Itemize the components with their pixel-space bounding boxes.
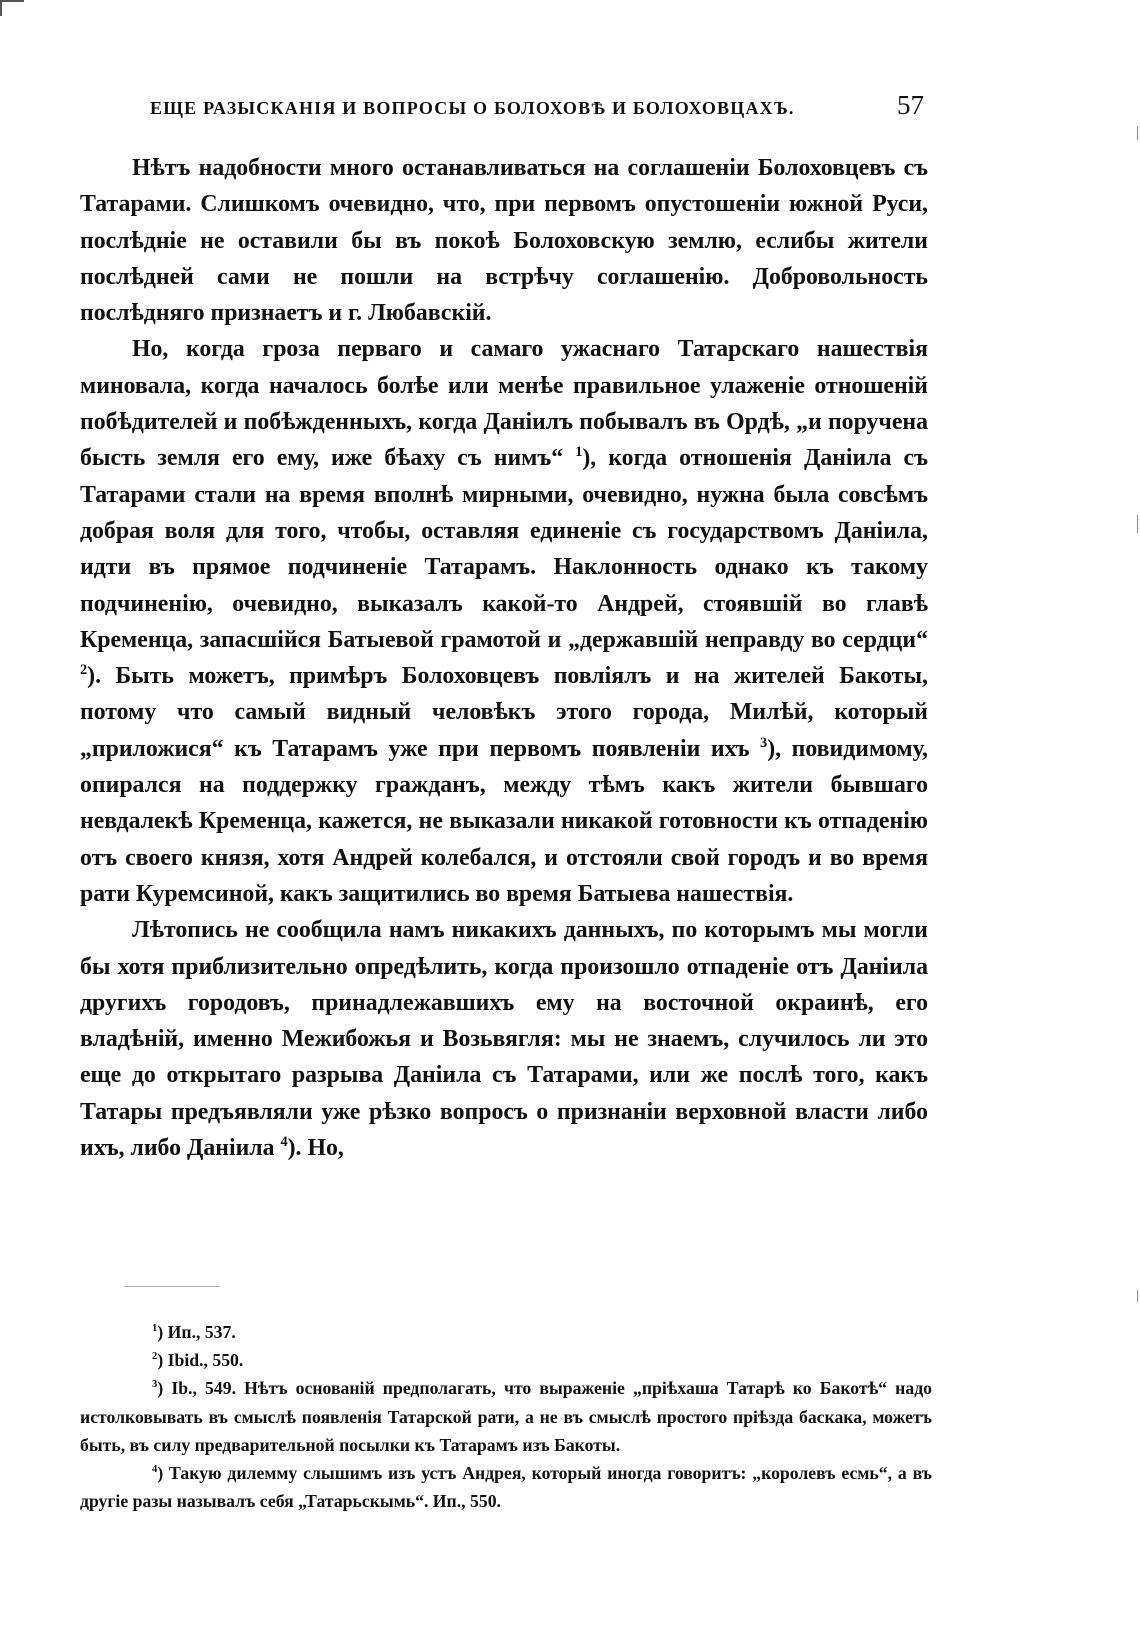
footnote-mark: 1 xyxy=(152,1323,158,1335)
paragraph-text: ). Но, xyxy=(287,1135,344,1162)
footnote-text: ) Ibid., 550. xyxy=(157,1350,244,1371)
main-text xyxy=(80,150,928,1166)
footnote-mark: 4 xyxy=(152,1464,158,1476)
footnote-text: ) Ип., 537. xyxy=(157,1322,236,1342)
page-header xyxy=(120,86,924,126)
paragraph-text: Лѣтопись не сообщила намъ никакихъ данныхъ, по которымъ мы могли бы хотя приблизительно опредѣлить, когда произошло отпаденіе отъ Даніила другихъ городовъ, принадлежавшихъ ему на восточной окраинѣ, его владѣній, именно Межибожья и Возьвягля: мы не знаемъ, случилось ли это еще до открытаго разрыва Даніила съ Татарами, или же послѣ того, какъ Татары предъявляли уже рѣзко вопросъ о признаніи верховной власти либо ихъ, либо Даніила xyxy=(80,917,928,1162)
paragraph-2 xyxy=(80,331,928,912)
footnote-separator xyxy=(124,1286,220,1287)
footnote-ref: 1 xyxy=(575,444,583,461)
footnote-1 xyxy=(80,1318,932,1346)
paragraph-text: ), когда отношенія Даніила съ Татарами стали на время вполнѣ мирными, очевидно, нужна была совсѣмъ добрая воля для того, чтобы, оставляя единеніе съ государствомъ Даніила, идти въ прямое подчиненіе Татарамъ. Наклонность однако къ такому подчиненію, очевидно, выказалъ какой-то Андрей, стоявшій во главѣ Кременца, запасшійся Батыевой грамотой и „державшій неправду во сердци“ xyxy=(80,445,928,653)
footnote-ref: 2 xyxy=(80,662,88,679)
footnote-ref: 4 xyxy=(280,1134,288,1151)
margin-scan-mark xyxy=(1137,515,1138,533)
footnotes xyxy=(80,1318,932,1515)
paragraph-text: Нѣтъ надобности много останавливаться на соглашеніи Болоховцевъ съ Татарами. Слишкомъ очевидно, что, при первомъ опустошеніи южной Руси, послѣдніе не оставили бы въ покоѣ Болоховскую землю, еслибы жители послѣдней сами не пошли на встрѣчу соглашенію. Добровольность послѣдняго признаетъ и г. Любавскій. xyxy=(80,155,928,327)
margin-scan-mark xyxy=(1137,1290,1138,1302)
footnote-2 xyxy=(80,1346,932,1374)
scan-edge-mark xyxy=(0,0,24,2)
paragraph-text: ). Быть можетъ, примѣръ Болоховцевъ повліялъ и на жителей Бакоты, потому что самый видный человѣкъ этого города, Милѣй, который „приложися“ къ Татарамъ уже при первомъ появленіи ихъ xyxy=(80,663,928,762)
footnote-mark: 3 xyxy=(152,1379,158,1391)
footnote-mark: 2 xyxy=(152,1351,158,1363)
paragraph-text: ), повидимому, опирался на поддержку гражданъ, между тѣмъ какъ жители бывшаго невдалекѣ Кременца, кажется, не выказали никакой готовности къ отпаденію отъ своего князя, хотя Андрей колебался, и отстояли свой городъ и во время рати Куремсиной, какъ защитились во время Батыева нашествія. xyxy=(80,735,928,907)
footnote-ref: 3 xyxy=(760,734,768,751)
page-number: 57 xyxy=(897,90,924,120)
footnote-text: ) Такую дилемму слышимъ изъ устъ Андрея, который иногда говоритъ: „королевъ есмь“, а въ другіе разы называлъ себя „Татарьскымь“. Ип., 550. xyxy=(80,1463,932,1512)
footnote-3 xyxy=(80,1374,932,1459)
footnote-4 xyxy=(80,1459,932,1515)
footnote-text: ) Ib., 549. Нѣтъ основаній предполагать, что выраженіе „пріѣхаша Татарѣ ко Бакотѣ“ надо истолковывать въ смыслѣ появленія Татарской рати, а не въ смыслѣ простого пріѣзда баскака, можетъ быть, въ силу предварительной посылки къ Татарамъ изъ Бакоты. xyxy=(80,1378,932,1455)
paragraph-3 xyxy=(80,912,928,1166)
paragraph-1 xyxy=(80,150,928,331)
margin-scan-mark xyxy=(1137,126,1138,140)
paragraph-text: Но, когда гроза перваго и самаго ужаснаго Татарскаго нашествія миновала, когда началось болѣе или менѣе правильное улаженіе отношеній побѣдителей и побѣжденныхъ, когда Даніилъ побывалъ въ Ордѣ, „и поручена бысть земля его ему, иже бѣаху съ нимъ“ xyxy=(80,336,928,472)
running-head: ЕЩЕ РАЗЫСКАНІЯ И ВОПРОСЫ О БОЛОХОВѢ И БОЛОХОВЦАХЪ. xyxy=(150,98,795,118)
scan-edge-mark xyxy=(0,0,2,16)
